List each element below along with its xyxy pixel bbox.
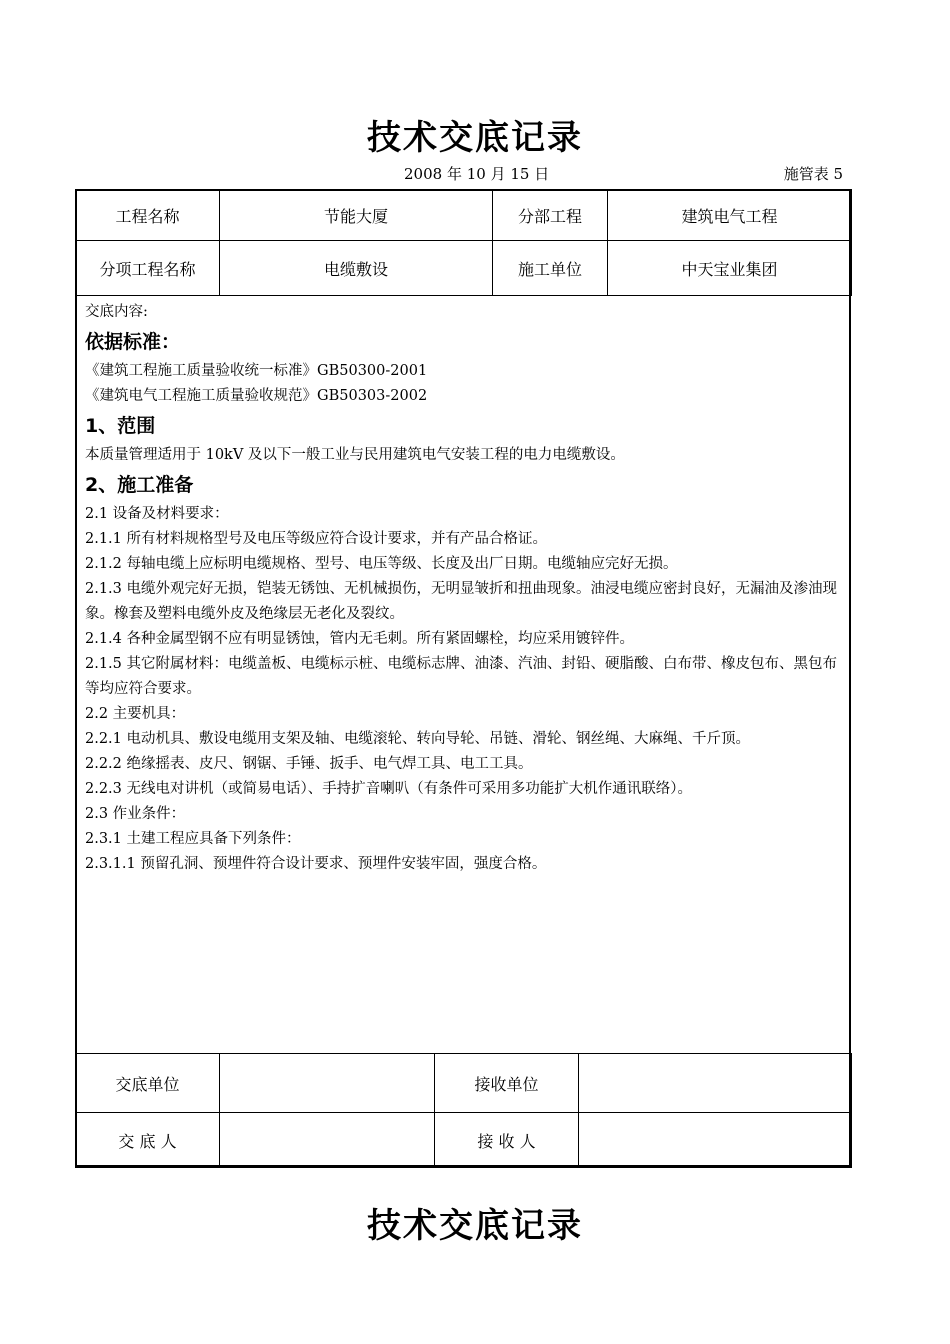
receiver-unit-field[interactable]	[579, 1054, 852, 1113]
page-title: 技术交底记录	[367, 118, 583, 158]
issuer-unit-label: 交底单位	[76, 1054, 220, 1113]
list-item: 2.1.3 电缆外观完好无损，铠装无锈蚀、无机械损伤，无明显皱折和扭曲现象。油浸电缆应密封良好，无漏油及渗油现象。橡套及塑料电缆外皮及绝缘层无老化及裂纹。	[85, 581, 837, 622]
issuer-label: 交 底 人	[76, 1113, 220, 1168]
list-item: 2.1.2 每轴电缆上应标明电缆规格、型号、电压等级、长度及出厂日期。电缆轴应完好无损。	[85, 556, 678, 572]
standard-2: 《建筑电气工程施工质量验收规范》GB50303-2002	[85, 388, 428, 404]
standard-1: 《建筑工程施工质量验收统一标准》GB50300-2001	[85, 363, 428, 379]
receiver-field[interactable]	[579, 1113, 852, 1168]
record-date: 2008 年 10 月 15 日	[404, 165, 550, 183]
table-row	[76, 1054, 852, 1113]
list-item: 2.3 作业条件：	[85, 806, 186, 822]
table-row	[76, 1113, 852, 1168]
item-name-label: 分项工程名称	[76, 241, 220, 296]
table-row	[76, 241, 852, 296]
list-item: 2.2.2 绝缘摇表、皮尺、钢锯、手锤、扳手、电气焊工具、电工工具。	[85, 756, 533, 772]
item-name-value: 电缆敷设	[220, 241, 493, 296]
list-item: 2.1.4 各种金属型钢不应有明显锈蚀，管内无毛刺。所有紧固螺栓，均应采用镀锌件。	[85, 631, 635, 647]
next-page-title: 技术交底记录	[367, 1206, 583, 1246]
form-number: 施管表 5	[783, 165, 843, 183]
signature-table	[75, 1053, 852, 1168]
list-item: 2.2 主要机具：	[85, 706, 186, 722]
header-table	[75, 189, 852, 296]
list-item: 2.2.3 无线电对讲机（或简易电话）、手持扩音喇叭（有条件可采用多功能扩大机作通讯联络）。	[85, 781, 692, 797]
receiver-unit-label: 接收单位	[435, 1054, 579, 1113]
issuer-field[interactable]	[220, 1113, 435, 1168]
scope-text: 本质量管理适用于 10kV 及以下一般工业与民用建筑电气安装工程的电力电缆敷设。	[85, 447, 625, 463]
receiver-label: 接 收 人	[435, 1113, 579, 1168]
content-intro: 交底内容:	[85, 304, 148, 320]
list-item: 2.1.1 所有材料规格型号及电压等级应符合设计要求，并有产品合格证。	[85, 531, 548, 547]
list-item: 2.3.1 土建工程应具备下列条件：	[85, 831, 301, 847]
prep-heading: 2、施工准备	[85, 474, 194, 496]
scope-heading: 1、范围	[85, 415, 156, 437]
list-item: 2.1 设备及材料要求：	[85, 506, 229, 522]
issuer-unit-field[interactable]	[220, 1054, 435, 1113]
basis-heading: 依据标准：	[85, 331, 181, 353]
table-row	[76, 190, 852, 241]
list-item: 2.1.5 其它附属材料：电缆盖板、电缆标示桩、电缆标志牌、油漆、汽油、封铅、硬脂酸、白布带、橡皮包布、黑包布等均应符合要求。	[85, 656, 837, 697]
contractor-label: 施工单位	[493, 241, 608, 296]
project-name-label: 工程名称	[76, 190, 220, 241]
list-item: 2.3.1.1 预留孔洞、预埋件符合设计要求、预埋件安装牢固，强度合格。	[85, 856, 547, 872]
briefing-content	[85, 300, 843, 877]
sub-project-value: 建筑电气工程	[608, 190, 852, 241]
project-name-value: 节能大厦	[220, 190, 493, 241]
contractor-value: 中天宝业集团	[608, 241, 852, 296]
sub-project-label: 分部工程	[493, 190, 608, 241]
list-item: 2.2.1 电动机具、敷设电缆用支架及轴、电缆滚轮、转向导轮、吊链、滑轮、钢丝绳、大麻绳、千斤顶。	[85, 731, 750, 747]
